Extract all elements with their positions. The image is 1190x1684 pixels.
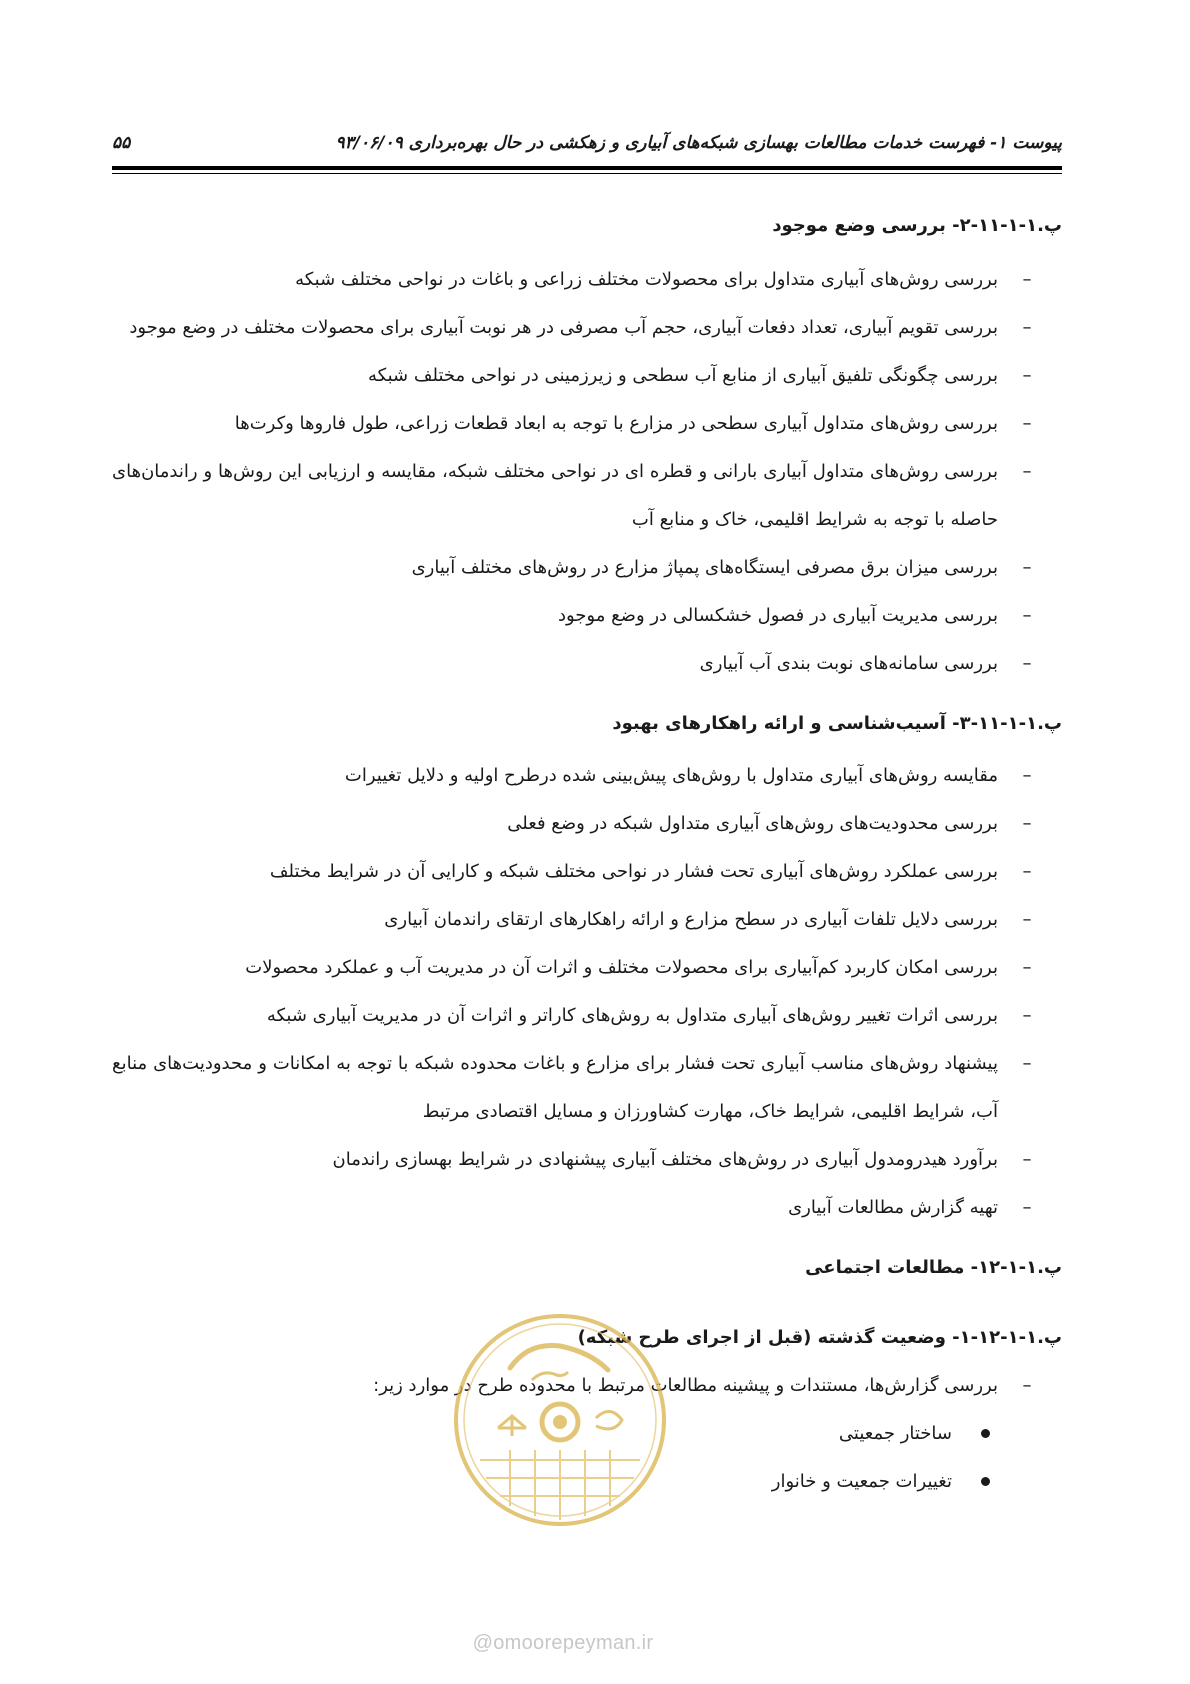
list-item-text: بررسی مدیریت آبیاری در فصول خشکسالی در وضع موجود [557,605,998,626]
list-item-text: بررسی اثرات تغییر روش‌های آبیاری متداول به روش‌های کاراتر و اثرات آن در مدیریت آبیاری شبکه [266,1005,998,1026]
bullet-item [112,1458,1062,1506]
bullet-item-text: تغییرات جمعیت و خانوار [771,1471,952,1492]
dash-marker: – [1022,461,1032,482]
list-item-text: بررسی روش‌های آبیاری متداول برای محصولات مختلف زراعی و باغات در نواحی مختلف شبکه [295,269,998,290]
dash-marker: – [1022,413,1032,434]
list-item-text: بررسی روش‌های متداول آبیاری بارانی و قطره ای در نواحی مختلف شبکه، مقایسه و ارزیابی این روش‌ها و راندمان‌های حاصله با توجه به شرایط اقلیمی، خاک و منابع آب [112,461,998,530]
list-item-text: بررسی چگونگی تلفیق آبیاری از منابع آب سطحی و زیرزمینی در نواحی مختلف شبکه [368,365,998,386]
list-item [112,592,1062,640]
list-item [112,848,1062,896]
section-heading: پ.۱-۱-۱۲- مطالعات اجتماعی [805,1257,1062,1278]
list-item-text: تهیه گزارش مطالعات آبیاری [788,1197,998,1218]
bullet-list [112,1410,1062,1506]
list-item-text: بررسی روش‌های متداول آبیاری سطحی در مزارع با توجه به ابعاد قطعات زراعی، طول فاروها وکرت‌ها [234,413,998,434]
dash-marker: – [1022,269,1032,290]
section-heading: پ.۱-۱-۱۱-۲- بررسی وضع موجود [772,215,1062,236]
section-heading: پ.۱-۱-۱۲-۱- وضعیت گذشته (قبل از اجرای طرح شبکه) [577,1327,1062,1348]
list-item [112,400,1062,448]
list-item [112,1362,1062,1410]
dash-marker: – [1022,1005,1032,1026]
list-item-text: بررسی امکان کاربرد کم‌آبیاری برای محصولات مختلف و اثرات آن در مدیریت آب و عملکرد محصولات [245,957,998,978]
list-item [112,304,1062,352]
dash-marker: – [1022,1375,1032,1396]
list-item-text: برآورد هیدرومدول آبیاری در روش‌های مختلف آبیاری پیشنهادی در شرایط بهسازی راندمان [332,1149,998,1170]
dash-marker: – [1022,1053,1032,1074]
dash-marker: – [1022,605,1032,626]
header-rule-thick [112,166,1062,170]
list-item-text: بررسی دلایل تلفات آبیاری در سطح مزارع و ارائه راهکارهای ارتقای راندمان آبیاری [384,909,998,930]
page-body [112,212,1062,1506]
page-number: ۵۵ [112,133,131,153]
list-item [112,256,1062,304]
section-heading: پ.۱-۱-۱۱-۳- آسیب‌شناسی و ارائه راهکارهای بهبود [612,713,1062,734]
list-item [112,992,1062,1040]
dash-marker: – [1022,365,1032,386]
dash-marker: – [1022,557,1032,578]
dash-marker: – [1022,765,1032,786]
list-item-text: بررسی سامانه‌های نوبت بندی آب آبیاری [699,653,998,674]
dash-list [112,256,1062,688]
list-item [112,752,1062,800]
list-item-text: بررسی محدودیت‌های روش‌های آبیاری متداول شبکه در وضع فعلی [507,813,998,834]
list-item-text: بررسی تقویم آبیاری، تعداد دفعات آبیاری، حجم آب مصرفی در هر نوبت آبیاری برای محصولات مختلف در وضع موجود [129,317,998,338]
watermark-url: @omoorepeyman.ir [472,1632,654,1654]
dash-marker: – [1022,317,1032,338]
list-item [112,352,1062,400]
bullet-item [112,1410,1062,1458]
list-item [112,640,1062,688]
dash-marker: – [1022,861,1032,882]
dash-marker: – [1022,957,1032,978]
list-item [112,1136,1062,1184]
list-item [112,544,1062,592]
list-item-text: بررسی عملکرد روش‌های آبیاری تحت فشار در نواحی مختلف شبکه و کارایی آن در شرایط مختلف [269,861,998,882]
dash-list [112,1362,1062,1410]
dash-marker: – [1022,653,1032,674]
bullet-marker [981,1429,990,1438]
list-item [112,896,1062,944]
dash-list [112,752,1062,1232]
bullet-item-text: ساختار جمعیتی [838,1423,952,1444]
list-item [112,1040,1062,1136]
list-item [112,944,1062,992]
page-header [112,128,1062,158]
list-item-text: بررسی میزان برق مصرفی ایستگاه‌های پمپاژ مزارع در روش‌های مختلف آبیاری [411,557,998,578]
list-item-text: مقایسه روش‌های آبیاری متداول با روش‌های پیش‌بینی شده درطرح اولیه و دلایل تغییرات [344,765,998,786]
list-item [112,800,1062,848]
dash-marker: – [1022,909,1032,930]
list-item-text: بررسی گزارش‌ها، مستندات و پیشینه مطالعات مرتبط با محدوده طرح در موارد زیر: [373,1375,998,1396]
dash-marker: – [1022,1149,1032,1170]
list-item [112,448,1062,544]
header-rule-thin [112,173,1062,174]
list-item [112,1184,1062,1232]
dash-marker: – [1022,813,1032,834]
dash-marker: – [1022,1197,1032,1218]
bullet-marker [981,1477,990,1486]
list-item-text: پیشنهاد روش‌های مناسب آبیاری تحت فشار برای مزارع و باغات محدوده شبکه با توجه به امکانات و محدودیت‌های منابع آب، شرایط اقلیمی، شرایط خاک، مهارت کشاورزان و مسایل اقتصادی مرتبط [112,1053,998,1122]
header-title: پیوست ۱- فهرست خدمات مطالعات بهسازی شبکه‌های آبیاری و زهکشی در حال بهره‌برداری ۹۳/۰۶/۰۹ [335,133,1062,153]
